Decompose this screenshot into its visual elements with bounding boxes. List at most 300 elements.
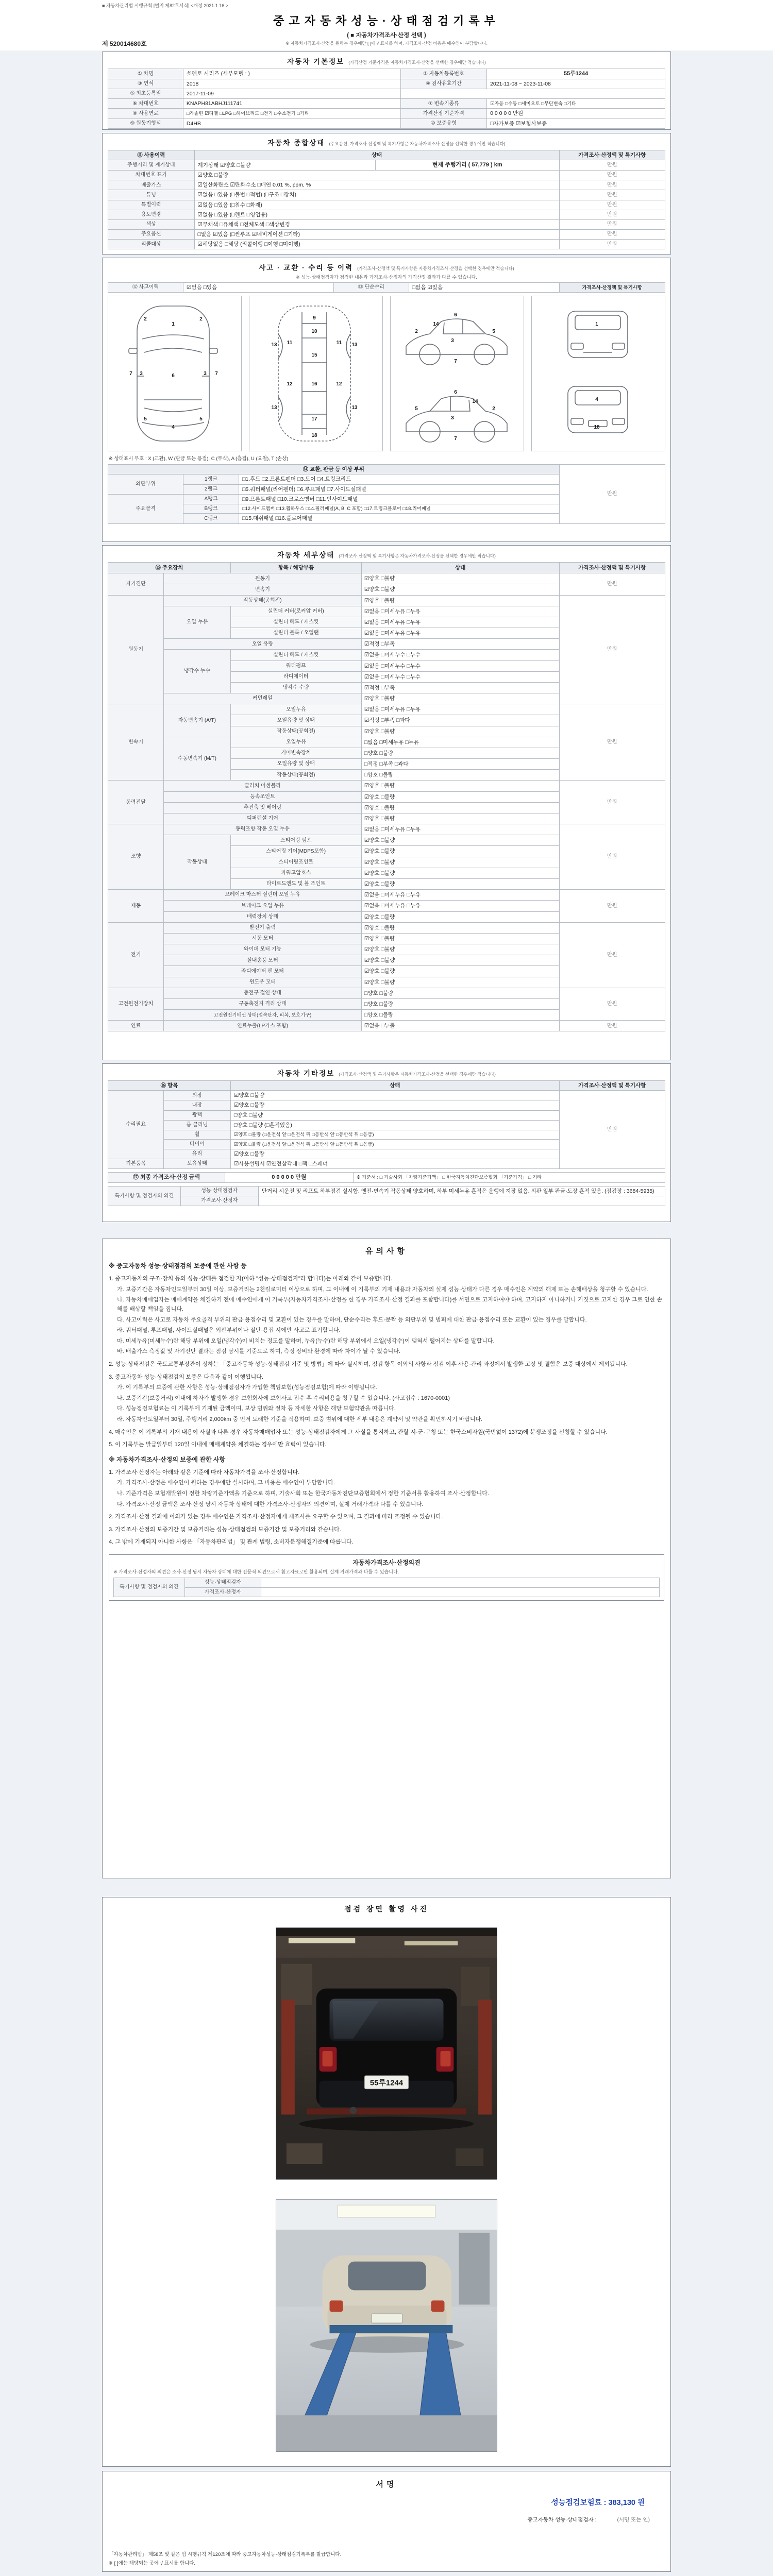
checkbox-cell[interactable]: ☑없음 □미세누유 □누유 — [361, 901, 559, 911]
diagram-number: 11 — [336, 340, 342, 346]
overall-condition-table — [108, 150, 665, 249]
inspection-insurance-fee: 성능점검보험료 : 383,130 원 — [551, 2499, 645, 2507]
cell: 오일유량 및 상태 — [230, 715, 361, 726]
diagram-number: 2 — [415, 329, 418, 335]
cell: 만원 — [559, 160, 665, 171]
final-price-table — [108, 1172, 665, 1183]
notice-line: 5. 이 기록부는 발급일부터 120일 이내에 매매계약을 체결하는 경우에만 효력이 있습니다. — [109, 1442, 327, 1448]
cell: 작동상태(공회전) — [230, 770, 361, 781]
accident-history-note: (가격조사·산정액 및 특기사항은 자동차가격조사·산정을 선택한 경우에만 적습니다) — [357, 266, 514, 271]
form-reference-note: ■ 자동차관리법 시행규칙 [별지 제82호서식] <개정 2021.1.16.> — [102, 3, 228, 8]
cell: 오일 누유 — [164, 606, 231, 639]
cell: 0 0 0 0 0 만원 — [487, 109, 665, 118]
detailed-condition-note: (가격조사·산정액 및 특기사항은 자동차가격조사·산정을 선택한 경우에만 적습니다) — [339, 553, 496, 558]
cell: 배력장치 상태 — [164, 911, 362, 922]
cell: 2랭크 — [183, 484, 239, 494]
cell: 만원 — [559, 219, 665, 229]
diagram-number: 3 — [451, 338, 454, 344]
cell: 리콜대상 — [108, 240, 195, 249]
cell — [400, 89, 665, 99]
taillight-left — [330, 2300, 343, 2312]
cell: 보유상태 — [164, 1159, 231, 1169]
car-diagram-row — [108, 296, 665, 451]
cell: 기어변속장치 — [230, 748, 361, 758]
notice-line: 나. 자동차매매업자는 매매계약을 체결하기 전에 매수인에게 이 기록부(자동차가격조사·산정을 한 경우 가격조사·산정 결과를 포함합니다)를 서면으로 고지하여야 하며, 고지하지 아니하거나 거짓으로 고지한 경우 그로 인한 손해를 배상할 책임을 집니다. — [117, 1297, 663, 1312]
checkbox-cell[interactable]: □적정 □부족 □과다 — [361, 759, 559, 770]
basic-info-section — [102, 52, 671, 130]
cell: 만원 — [559, 465, 665, 523]
checkbox-cell[interactable]: ☑양호 □불량 — [361, 911, 559, 922]
table-row — [108, 150, 665, 160]
cell: 오일누유 — [230, 737, 361, 748]
cell: KNAPH81ABHJ111741 — [183, 99, 400, 109]
table-row — [108, 283, 665, 293]
cell: ③ 연식 — [108, 79, 183, 89]
cell: 작동상태 — [164, 835, 231, 890]
cell: 자동변속기 (A/T) — [164, 704, 231, 737]
cell: 동력조향 작동 오일 누유 — [164, 824, 362, 835]
checkbox-cell[interactable]: ☑양호 □불량 — [361, 933, 559, 944]
car-top-view-diagram — [108, 296, 242, 451]
cell: 클러치 어셈블리 — [164, 781, 362, 791]
notices-section — [102, 1239, 671, 1878]
table-row — [108, 563, 665, 573]
cell: 특기사항 및 점검자의 의견 — [108, 1187, 181, 1206]
cell: ⑬ 단순수리 — [333, 283, 409, 293]
overall-condition-title: 자동차 종합상태 (주요옵션, 가격조사·산정액 및 특기사항은 자동차가격조사·산정을 선택한 경우에만 적습니다) — [267, 139, 506, 147]
diagram-number: 3 — [451, 415, 454, 421]
table-row — [108, 200, 665, 210]
cell: 가격조사·산정액 및 특기사항 — [559, 283, 665, 293]
checkbox-cell[interactable]: □없음 ☑있음 (□썬루프 ☑네비게이션 □기타) — [194, 230, 559, 240]
cell: 변속기 — [164, 584, 362, 595]
checkbox-cell[interactable]: ☑적정 □부족 □과다 — [361, 715, 559, 726]
cell: 냉각수 누수 — [164, 650, 231, 693]
diagram-number: 5 — [415, 406, 418, 412]
checkbox-cell[interactable]: ☑양호 □불량 — [361, 573, 559, 584]
checkbox-cell[interactable]: ☑양호 □불량 — [194, 171, 559, 180]
accident-history-title: 사고 · 교환 · 수리 등 이력 (가격조사·산정액 및 특기사항은 자동차가격조사·산정을 선택한 경우에만 적습니다) — [259, 264, 514, 272]
checkbox-cell[interactable]: □양호 □불량 — [361, 748, 559, 758]
cell: ⑤ 최초등록일 — [108, 89, 183, 99]
notice-line: ※ 자동차가격조사·산정의 보증에 관한 사항 — [109, 1455, 226, 1463]
cell: 만원 — [559, 922, 665, 988]
cell: 타이어 — [164, 1140, 231, 1149]
checkbox-cell[interactable]: □양호 □불량 — [361, 1010, 559, 1021]
cell: 성능·상태점검자 — [180, 1187, 258, 1196]
cell: 주요골격 — [108, 494, 183, 523]
cell: ② 자동차등록번호 — [400, 69, 487, 79]
checkbox-cell[interactable]: □양호 □불량 (□흔적있음) — [230, 1120, 559, 1130]
cell: 외판부위 — [108, 474, 183, 494]
table-row — [108, 109, 665, 118]
diagram-number: 1 — [172, 321, 175, 328]
checkbox-cell[interactable]: □1.후드 □2.프론트펜더 □3.도어 □4.트렁크리드 — [239, 474, 560, 484]
car-side-views-svg — [398, 299, 516, 448]
cell: 수동변속기 (M/T) — [164, 737, 231, 781]
cell: 구동축전지 격리 상태 — [164, 998, 362, 1009]
cell: 수리필요 — [108, 1091, 164, 1159]
car-top-view-svg — [115, 299, 234, 448]
accident-history-subnote: ※ 성능·상태점검자가 점검한 내용과 가격조사·산정자의 가격산정 결과가 다를 수 있습니다. — [296, 275, 477, 280]
diagram-number: 7 — [454, 359, 457, 365]
checkbox-cell[interactable]: ☑양호 □불량 — [361, 693, 559, 704]
cell — [261, 1578, 659, 1588]
checkbox-cell[interactable]: □없음 □미세누유 □누유 — [361, 737, 559, 748]
cell: 가격조사·산정자 — [184, 1587, 261, 1597]
cell: 작동상태(공회전) — [164, 595, 362, 606]
cell: 발전기 출력 — [164, 922, 362, 933]
cell: 브레이크 오일 누유 — [164, 901, 362, 911]
diagram-number: 12 — [336, 381, 342, 387]
cell: ⑮ 주요장치 — [108, 563, 231, 573]
checkbox-cell[interactable]: ☑없음 □미세누수 □누수 — [361, 660, 559, 671]
taillight-right — [431, 2300, 445, 2312]
inspection-photos-section — [102, 1897, 671, 2467]
ceiling-light — [289, 1938, 355, 1943]
notice-line: 4. 그 밖에 기재되지 아니한 사항은 「자동차관리법」 및 관계 법령, 소비자분쟁해결기준에 따릅니다. — [109, 1539, 354, 1546]
cell: 룸 클리닝 — [164, 1120, 231, 1130]
car-frame-view-svg — [257, 299, 375, 448]
cell: 주요옵션 — [108, 230, 195, 240]
checkbox-cell[interactable]: ☑양호 □불량 — [361, 955, 559, 966]
exchange-repair-table — [108, 464, 665, 523]
cell: 만원 — [559, 573, 665, 595]
checkbox-cell[interactable]: □자가보증 ☑보험사보증 — [487, 118, 665, 128]
checkbox-cell[interactable]: ☑양호 □불량 — [230, 1100, 559, 1110]
checkbox-cell[interactable]: ☑없음 □미세누유 □누유 — [361, 617, 559, 628]
table-row — [108, 988, 665, 998]
checkbox-cell[interactable]: ☑양호 □불량 — [361, 813, 559, 824]
cell: 시동 모터 — [164, 933, 362, 944]
status-code-legend: ※ 상태표시 부호 : X (교환), W (판금 또는 용접), C (부식), A (흠집), U (요철), T (손상) — [109, 456, 289, 462]
cell: 실린더 블록 / 오일팬 — [230, 628, 361, 639]
diagram-number: 14 — [433, 321, 439, 328]
inspector-signature-line[interactable]: 중고자동차 성능·상태점검자 : (서명 또는 인) — [527, 2517, 650, 2523]
lift-post-right — [478, 1999, 492, 2117]
checkbox-cell[interactable]: ☑없음 □미세누유 □누유 — [361, 890, 559, 901]
checkbox-cell[interactable]: ☑양호 □불량 — [361, 846, 559, 857]
cell: 특기사항 및 점검자의 의견 — [114, 1578, 185, 1597]
cell: 디퍼렌셜 기어 — [164, 813, 362, 824]
ceiling-light — [405, 1941, 458, 1945]
diagram-number: 5 — [199, 416, 203, 422]
document-title: 중고자동차성능·상태점검기록부 — [273, 14, 500, 27]
checkbox-cell[interactable]: □12.사이드멤버 □13.휠하우스 □14.필러패널(A, B, C 포함) □17.트렁크플로어 □18.리어패널 — [239, 504, 560, 514]
table-row — [108, 1021, 665, 1031]
cell: 와이퍼 모터 기능 — [164, 944, 362, 955]
notices-title: 유의사항 — [365, 1247, 408, 1256]
diagram-number: 2 — [492, 406, 495, 412]
cell: 만원 — [559, 240, 665, 249]
cell: ④ 검사유효기간 — [400, 79, 487, 89]
table-row — [108, 79, 665, 89]
table-row — [108, 595, 665, 606]
checkbox-cell[interactable]: □양호 □불량 — [361, 988, 559, 998]
diagram-number: 12 — [287, 381, 293, 387]
checkbox-cell[interactable]: ☑양호 □불량 — [361, 944, 559, 955]
checkbox-cell[interactable]: □가솔린 ☑디젤 □LPG □하이브리드 □전기 □수소전기 □기타 — [183, 109, 400, 118]
accident-history-section — [102, 258, 671, 542]
checkbox-cell[interactable]: ☑적정 □부족 — [361, 682, 559, 693]
license-plate-blurred — [372, 2314, 402, 2323]
cell: 가격산정 기준가격 — [400, 109, 487, 118]
checkbox-cell[interactable]: ☑양호 □불량 — [361, 868, 559, 878]
cell: 전기 — [108, 922, 164, 988]
checkbox-cell[interactable]: ☑없음 □미세누수 □누수 — [361, 650, 559, 660]
checkbox-cell[interactable]: ☑양호 □불량 — [361, 878, 559, 889]
car-end-views-svg — [539, 299, 658, 448]
table-row — [108, 219, 665, 229]
notice-line: 나. 기준가격은 보험개발원이 정한 차량기준가액을 기준으로 하며, 기술사회 또는 한국자동차진단보증협회에서 정한 기준서를 활용하여 조사·산정합니다. — [117, 1490, 489, 1497]
checkbox-cell[interactable]: ☑양호 □불량 (□운전석 앞 □운전석 뒤 □동반석 앞 □동반석 뒤 □응급) — [230, 1130, 559, 1140]
car-frame-view-diagram — [249, 296, 383, 451]
document-number: 제 520014680호 — [102, 40, 147, 47]
overall-condition-note: (주요옵션, 가격조사·산정액 및 특기사항은 자동차가격조사·산정을 선택한 경우에만 적습니다) — [329, 141, 506, 146]
cell: 만원 — [559, 230, 665, 240]
checkbox-cell[interactable]: ☑양호 □불량 — [361, 922, 559, 933]
cell: A랭크 — [183, 494, 239, 504]
detailed-condition-section — [102, 545, 671, 1060]
license-plate-text: 55루1244 — [369, 2078, 404, 2088]
cell: 기본품목 — [108, 1159, 164, 1169]
cell: 만원 — [559, 824, 665, 890]
cell: 오일유량 및 상태 — [230, 759, 361, 770]
price-opinion-note: ※ 가격조사·산정자의 의견은 조사·산정 당시 자동차 상태에 대한 전문적 의견으로서 참고자료로만 활용되며, 실제 거래가격과 다를 수 있습니다. — [113, 1569, 399, 1575]
checkbox-cell[interactable]: ☑양호 □불량 — [361, 584, 559, 595]
cell: 스티어링 펌프 — [230, 835, 361, 846]
cell: 현재 주행거리 ( 57,779 ) km — [375, 160, 559, 171]
diagram-number: 6 — [454, 389, 457, 396]
cell: 튜닝 — [108, 190, 195, 200]
cell: 주행거리 및 계기상태 — [108, 160, 195, 171]
cell: 가격조사·산정자 — [180, 1196, 258, 1206]
cell: 만원 — [559, 180, 665, 190]
notice-line: 2. 성능·상태점검은 국토교통부장관이 정하는 「중고자동차 성능·상태점검 기준 및 방법」에 따라 실시하며, 점검 항목 이외의 사항과 점검 이후 사용·관리 과정에서 발생한 고장 및 결함은 보증 대상에서 제외됩니다. — [109, 1361, 628, 1367]
cell: 가격조사·산정액 및 특기사항 — [559, 150, 665, 160]
checkbox-cell[interactable]: □15.대쉬패널 □16.플로어패널 — [239, 514, 560, 523]
table-row — [108, 824, 665, 835]
cell: 상태 — [194, 150, 559, 160]
table-row — [108, 1187, 665, 1196]
cell: ⑧ 사용연료 — [108, 109, 183, 118]
table-row — [108, 922, 665, 933]
checkbox-cell[interactable]: ☑양호 □불량 — [361, 781, 559, 791]
checkbox-cell[interactable]: ☑양호 □불량 — [230, 1149, 559, 1159]
cell: 충전구 절연 상태 — [164, 988, 362, 998]
cell: 55루1244 — [487, 69, 665, 79]
diagram-number: 13 — [351, 342, 358, 348]
checkbox-cell[interactable]: ☑없음 □미세누수 □누수 — [361, 671, 559, 682]
diagram-number: 3 — [140, 371, 143, 377]
table-row — [108, 171, 665, 180]
cell: 오일누유 — [230, 704, 361, 715]
cell: 만원 — [559, 1021, 665, 1031]
checkbox-cell[interactable]: □양호 □불량 — [361, 998, 559, 1009]
checkbox-cell[interactable]: ☑양호 □불량 — [361, 726, 559, 737]
car-rear-window — [348, 2262, 426, 2291]
checkbox-cell[interactable]: □5.쿼터패널(리어펜더) □6.루프패널 □7.사이드실패널 — [239, 484, 560, 494]
checkbox-cell[interactable]: ☑적정 □부족 — [361, 639, 559, 650]
table-row — [108, 890, 665, 901]
cell: 2018 — [183, 79, 400, 89]
cell: 만원 — [559, 1091, 665, 1169]
checkbox-cell[interactable]: ☑양호 □불량 — [361, 977, 559, 988]
cell: 파워고압호스 — [230, 868, 361, 878]
overall-condition-section — [102, 133, 671, 255]
cell: 만원 — [559, 890, 665, 923]
checkbox-cell[interactable]: ☑없음 □미세누유 □누유 — [361, 628, 559, 639]
diagram-number: 15 — [311, 352, 317, 359]
price-opinion-box — [109, 1554, 664, 1601]
ceiling-light-panel — [338, 2205, 435, 2217]
cell: 고전원전기배선 상태(접속단자, 피복, 보호기구) — [164, 1010, 362, 1021]
checkbox-cell[interactable]: ☑없음 □있음 (□불법 □적법) (□구조 □장치) — [194, 190, 559, 200]
diagram-number: 2 — [199, 316, 203, 323]
cell: 2021-11-08 ~ 2023-11-08 — [487, 79, 665, 89]
cell: ⑭ 교환, 판금 등 이상 부위 — [108, 465, 560, 474]
checkbox-cell[interactable]: ☑양호 □불량 — [361, 595, 559, 606]
diagram-number: 7 — [129, 371, 132, 377]
diagram-number: 2 — [144, 316, 147, 323]
other-info-note: (가격조사·산정액 및 특기사항은 자동차가격조사·산정을 선택한 경우에만 적습니다) — [339, 1072, 496, 1077]
accident-flags-table — [108, 282, 665, 293]
price-opinion-title: 자동차가격조사·산정의견 — [352, 1559, 421, 1567]
cell: 단거리 시운전 및 리프트 하부점검 실시함. 엔진·변속기 작동상태 양호하며, 하부 미세누유 흔적은 운행에 지장 없음. 외판 일부 판금·도장 흔적 있음. (점검장 : 3684-5935) — [258, 1187, 665, 1196]
checkbox-cell[interactable]: ☑양호 □불량 — [230, 1091, 559, 1100]
diagram-number: 13 — [351, 405, 358, 411]
checkbox-cell[interactable]: ☑없음 □있음 (□침수 □화재) — [194, 200, 559, 210]
other-info-table — [108, 1080, 665, 1169]
cell — [261, 1587, 659, 1597]
cell: 작동상태(공회전) — [230, 726, 361, 737]
checkbox-cell[interactable]: ※ 기준서 : □ 기술사회 「차량기준가액」 □ 한국자동차진단보증협회 「기준가격」 □ 기타 — [353, 1173, 665, 1183]
cell: ⑪ 사용이력 — [108, 150, 195, 160]
table-row — [108, 230, 665, 240]
notice-line: 가. 이 기록부의 보증에 관한 사항은 성능·상태점검자가 가입한 책임보험(성능점검보험)에 따라 이행됩니다. — [117, 1384, 377, 1391]
checkbox-cell[interactable]: ☑일산화탄소 ☑탄화수소 □매연 0.01 %, ppm, % — [194, 180, 559, 190]
checkbox-cell[interactable]: ☑해당없음 □해당 (리콜이행 □이행 □미이행) — [194, 240, 559, 249]
cell: 휠 — [164, 1130, 231, 1140]
cell: 유리 — [164, 1149, 231, 1159]
checkbox-cell[interactable]: ☑양호 □불량 — [361, 966, 559, 977]
cell: 워터펌프 — [230, 660, 361, 671]
notice-line: 4. 매수인은 이 기록부의 기재 내용이 사실과 다른 경우 자동차매매업자 또는 성능·상태점검자에게 그 사실을 통지하고, 관할 시·군·구청 또는 한국소비자원(국번없이 1372)에 분쟁조정을 신청할 수 있습니다. — [109, 1429, 608, 1435]
lift-crossbar — [330, 2325, 453, 2333]
price-survey-option[interactable]: ( ■ 자동차가격조사·산정 선택 ) — [347, 32, 426, 39]
diagram-number: 6 — [454, 312, 457, 318]
cell: 내장 — [164, 1100, 231, 1110]
diagram-number: 18 — [311, 433, 317, 439]
checkbox-cell[interactable]: ☑없음 □미세누유 □누유 — [361, 704, 559, 715]
diagram-number: 14 — [472, 399, 478, 405]
table-row — [108, 573, 665, 584]
cell: 동력전달 — [108, 781, 164, 824]
checkbox-cell[interactable]: □9.프론트패널 □10.크로스멤버 □11.인사이드패널 — [239, 494, 560, 504]
cell: 1랭크 — [183, 474, 239, 484]
checkbox-cell[interactable]: □양호 □불량 — [230, 1110, 559, 1120]
cell: 차대번호 표기 — [108, 171, 195, 180]
signature-footnotes — [109, 2549, 664, 2566]
checkbox-cell[interactable]: ☑없음 □있음 — [183, 283, 333, 293]
notice-line: ※ 중고자동차 성능·상태점검의 보증에 관한 사항 등 — [109, 1262, 247, 1269]
checkbox-cell[interactable]: ☑없음 □미세누유 □누유 — [361, 606, 559, 617]
diagram-number: 10 — [311, 329, 317, 335]
document-header — [102, 2, 671, 50]
diagram-number: 1 — [595, 321, 598, 328]
notice-line: 마. 미세누유(미세누수)란 해당 부위에 오일(냉각수)이 비치는 정도를 말하며, 누유(누수)란 해당 부위에서 오일(냉각수)이 맺혀서 떨어지는 상태를 말합니다. — [117, 1337, 495, 1344]
cell: D4HB — [183, 118, 400, 128]
checkbox-cell[interactable]: ☑자동 □수동 □세미오토 □무단변속 □기타 — [487, 99, 665, 109]
checkbox-cell[interactable]: □양호 □불량 — [361, 770, 559, 781]
cell: B랭크 — [183, 504, 239, 514]
table-row — [108, 180, 665, 190]
checkbox-cell[interactable]: ☑양호 □불량 — [361, 791, 559, 802]
diagram-number: 18 — [594, 425, 600, 431]
checkbox-cell[interactable]: ☑없음 □있음 (□렌트 □영업용) — [194, 210, 559, 219]
cell: 만원 — [559, 210, 665, 219]
cell: 쏘렌토 시리즈 (세부모델 : ) — [183, 69, 400, 79]
cell: ⑦ 변속기종류 — [400, 99, 487, 109]
table-row — [108, 1081, 665, 1091]
cell: 만원 — [559, 171, 665, 180]
cell: ⑰ 최종 가격조사·산정 금액 — [108, 1173, 225, 1183]
price-survey-note: ※ 자동차가격조사·산정을 원하는 경우에만 [ ]에 √ 표시를 하며, 가격조사·산정 비용은 매수인이 부담합니다. — [285, 41, 488, 46]
checkbox-cell[interactable]: ☑양호 □불량 (□운전석 앞 □운전석 뒤 □동반석 앞 □동반석 뒤 □응급) — [230, 1140, 559, 1149]
basic-info-title: 자동차 기본정보 (가격산정 기준가격은 자동차가격조사·산정을 선택한 경우에만 적습니다) — [287, 58, 486, 65]
notice-line: 나. 보증기간(보증거리) 이내에 하자가 발생한 경우 보험회사에 보험사고 접수 후 수리비용을 청구할 수 있습니다. (사고접수 : 1670-0001) — [117, 1395, 450, 1401]
cell: 2017-11-09 — [183, 89, 400, 99]
other-info-title: 자동차 기타정보 (가격조사·산정액 및 특기사항은 자동차가격조사·산정을 선택한 경우에만 적습니다) — [277, 1070, 496, 1077]
table-row — [108, 1173, 665, 1183]
cell: 커먼레일 — [164, 693, 362, 704]
notice-line: 1. 중고자동차의 구조·장치 등의 성능·상태를 점검한 자(이하 "성능·상태점검자"라 합니다)는 아래와 같이 보증합니다. — [109, 1276, 393, 1282]
cell: 상태 — [361, 563, 559, 573]
checkbox-cell[interactable]: ☑양호 □불량 — [361, 802, 559, 813]
checkbox-cell[interactable]: 계기상태 ☑양호 □불량 — [194, 160, 375, 171]
cell: 만원 — [559, 200, 665, 210]
photos-title: 점검 장면 촬영 사진 — [344, 1905, 429, 1913]
checkbox-cell[interactable]: ☑무채색 □유채색 □전체도색 □색상변경 — [194, 219, 559, 229]
diagram-number: 13 — [271, 405, 277, 411]
table-row — [108, 69, 665, 79]
table-row — [108, 1196, 665, 1206]
cell: 자기진단 — [108, 573, 164, 595]
cell: 가격조사·산정액 및 특기사항 — [559, 1081, 665, 1091]
cell: 광택 — [164, 1110, 231, 1120]
table-row — [114, 1578, 660, 1588]
cell: 상태 — [230, 1081, 559, 1091]
checkbox-cell[interactable]: ☑양호 □불량 — [361, 857, 559, 868]
checkbox-cell[interactable]: ☑양호 □불량 — [361, 835, 559, 846]
lift-arm — [307, 2109, 466, 2115]
cell: ⑩ 보증유형 — [400, 118, 487, 128]
detailed-condition-table — [108, 562, 665, 1031]
diagram-number: 4 — [595, 397, 598, 403]
checkbox-cell[interactable]: ☑없음 □미세누유 □누유 — [361, 824, 559, 835]
table-row — [114, 1587, 660, 1597]
checkbox-cell[interactable]: ☑사용설명서 ☑안전삼각대 □잭 □스패너 — [230, 1159, 559, 1169]
inspector-remarks-table — [108, 1186, 665, 1206]
cell: 만원 — [559, 781, 665, 824]
cell: 외장 — [164, 1091, 231, 1100]
checkbox-cell[interactable]: □없음 ☑있음 — [409, 283, 559, 293]
checkbox-cell[interactable]: ☑없음 □누출 — [361, 1021, 559, 1031]
cell: 용도변경 — [108, 210, 195, 219]
law-reference-line: 「자동차관리법」 제58조 및 같은 법 시행규칙 제120조에 따라 중고자동차성능·상태점검기록부를 발급합니다. — [109, 2552, 342, 2557]
cell: 등속조인트 — [164, 791, 362, 802]
cell: ⑨ 원동기형식 — [108, 118, 183, 128]
